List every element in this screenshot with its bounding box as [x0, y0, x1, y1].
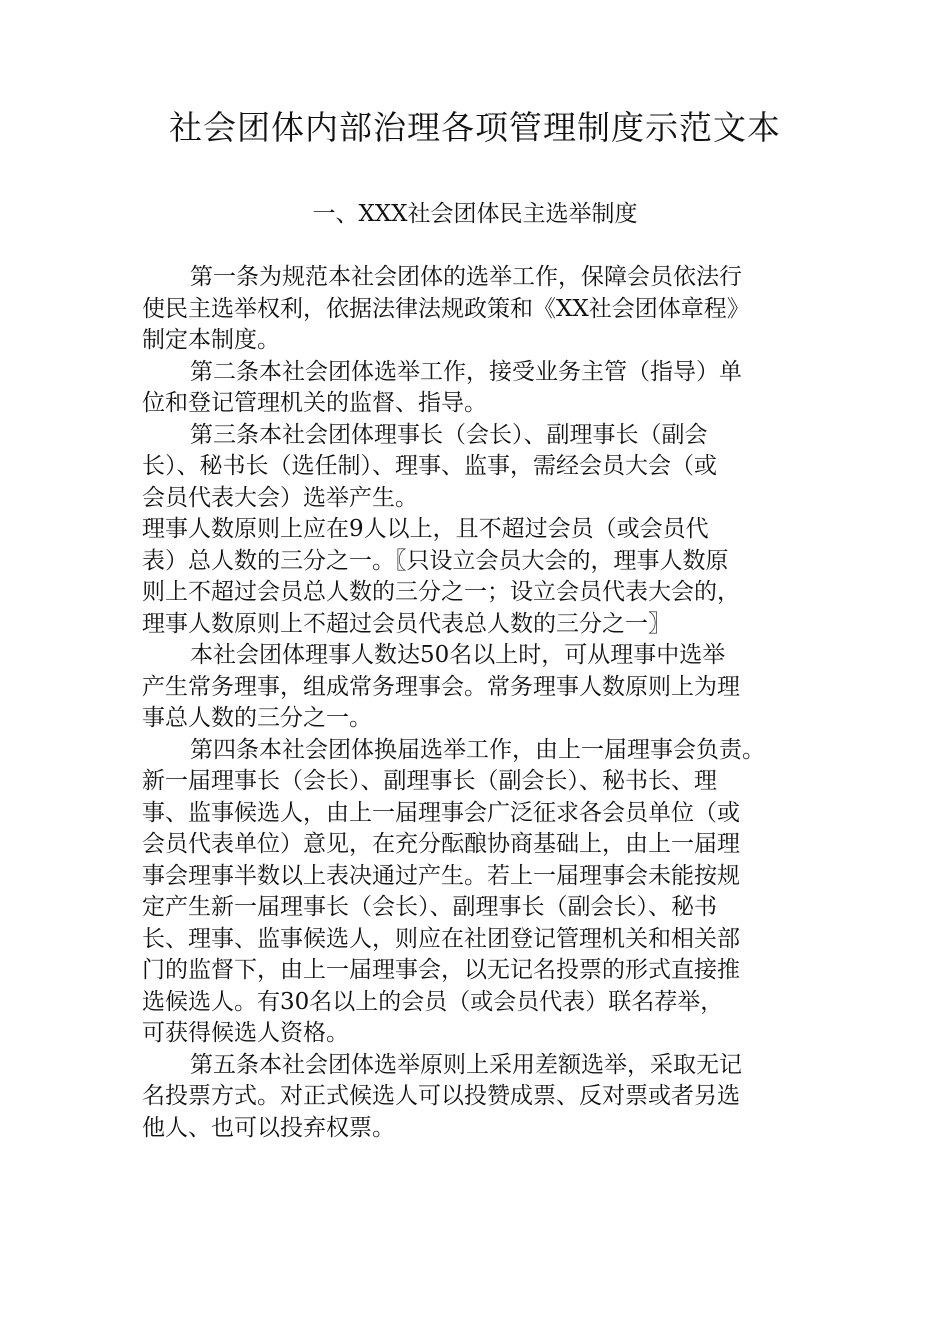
paragraph — [142, 514, 842, 640]
section-heading: 一、XXX社会团体民主选举制度 — [312, 201, 638, 227]
text-line: 长）、秘书长（选任制）、理事、监事，需经会员大会（或 — [142, 453, 717, 479]
paragraph — [142, 420, 842, 515]
text-line: 定产生新一届理事长（会长）、副理事长（副会长）、秘书 — [142, 894, 717, 920]
text-line: 制定本制度。 — [142, 327, 280, 353]
text-line: 事、监事候选人，由上一届理事会广泛征求各会员单位（或 — [142, 799, 740, 826]
text-line: 会员代表单位）意见，在充分酝酿协商基础上，由上一届理 — [142, 831, 740, 857]
text-line: 理事人数原则上不超过会员代表总人数的三分之一〗 — [142, 610, 671, 637]
text-line: 位和登记管理机关的监督、指导。 — [142, 390, 487, 416]
text-line: 第二条本社会团体选举工作，接受业务主管（指导）单 — [190, 358, 742, 385]
paragraph — [142, 640, 842, 735]
text-line: 长、理事、监事候选人，则应在社团登记管理机关和相关部 — [142, 925, 740, 952]
document-body — [142, 262, 842, 1144]
text-line: 第三条本社会团体理事长（会长）、副理事长（副会 — [190, 421, 708, 448]
text-line: 第四条本社会团体换届选举工作，由上一届理事会负责。 — [190, 736, 765, 763]
text-line: 第一条为规范本社会团体的选举工作，保障会员依法行 — [190, 264, 742, 290]
text-line: 会员代表大会）选举产生。 — [142, 484, 418, 511]
text-line: 名投票方式。对正式候选人可以投赞成票、反对票或者另选 — [142, 1083, 740, 1109]
text-line: 使民主选举权利，依据法律法规政策和《XX社会团体章程》 — [142, 295, 750, 322]
paragraph — [142, 262, 842, 357]
paragraph — [142, 1050, 842, 1145]
text-line: 表）总人数的三分之一。〖只设立会员大会的，理事人数原 — [142, 547, 729, 574]
paragraph — [142, 735, 842, 1050]
text-line: 门的监督下，由上一届理事会，以无记名投票的形式直接推 — [142, 957, 740, 983]
paragraph — [142, 357, 842, 420]
text-line: 理事人数原则上应在9人以上，且不超过会员（或会员代 — [142, 516, 709, 542]
text-line: 他人、也可以投弃权票。 — [142, 1114, 395, 1141]
text-line: 事会理事半数以上表决通过产生。若上一届理事会未能按规 — [142, 862, 740, 889]
text-line: 第五条本社会团体选举原则上采用差额选举，采取无记 — [190, 1051, 742, 1078]
text-line: 则上不超过会员总人数的三分之一；设立会员代表大会的， — [142, 579, 740, 605]
text-line: 新一届理事长（会长）、副理事长（副会长）、秘书长、理 — [142, 768, 717, 794]
text-line: 本社会团体理事人数达50名以上时，可从理事中选举 — [190, 642, 726, 668]
text-line: 产生常务理事，组成常务理事会。常务理事人数原则上为理 — [142, 673, 740, 700]
text-line: 选候选人。有30名以上的会员（或会员代表）联名荐举， — [142, 988, 724, 1015]
text-line: 事总人数的三分之一。 — [142, 705, 372, 731]
text-line: 可获得候选人资格。 — [142, 1020, 349, 1046]
document-title: 社会团体内部治理各项管理制度示范文本 — [169, 108, 781, 147]
